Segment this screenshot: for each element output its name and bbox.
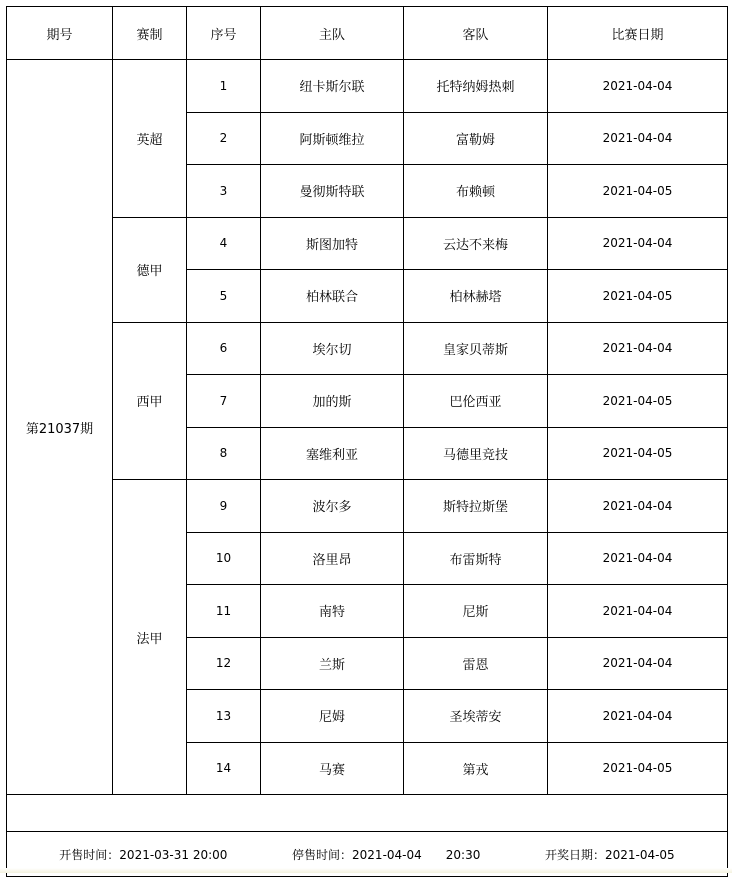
league-cell: 西甲 [113,322,187,480]
away-team: 第戎 [404,742,548,795]
match-schedule-table [6,6,728,877]
match-date: 2021-04-04 [548,60,728,113]
league-cell: 法甲 [113,480,187,795]
away-team: 布赖顿 [404,165,548,218]
table-row [7,480,728,533]
blank-cell [7,795,728,832]
match-date: 2021-04-05 [548,375,728,428]
match-date: 2021-04-05 [548,270,728,323]
header-league: 赛制 [113,7,187,60]
home-team: 斯图加特 [261,217,404,270]
home-team: 波尔多 [261,480,404,533]
home-team: 曼彻斯特联 [261,165,404,218]
home-team: 南特 [261,585,404,638]
home-team: 加的斯 [261,375,404,428]
match-date: 2021-04-05 [548,165,728,218]
away-team: 布雷斯特 [404,532,548,585]
match-date: 2021-04-04 [548,637,728,690]
header-period: 期号 [7,7,113,60]
table-row [7,322,728,375]
header-row [7,7,728,60]
table-row [7,60,728,113]
home-team: 柏林联合 [261,270,404,323]
match-date: 2021-04-04 [548,322,728,375]
home-team: 兰斯 [261,637,404,690]
away-team: 雷恩 [404,637,548,690]
header-index: 序号 [187,7,261,60]
away-team: 皇家贝蒂斯 [404,322,548,375]
away-team: 斯特拉斯堡 [404,480,548,533]
bottom-edge-shade [0,868,732,873]
home-team: 马赛 [261,742,404,795]
home-team: 洛里昂 [261,532,404,585]
match-date: 2021-04-04 [548,480,728,533]
home-team: 尼姆 [261,690,404,743]
schedule-sheet [6,6,727,868]
away-team: 圣埃蒂安 [404,690,548,743]
league-cell: 德甲 [113,217,187,322]
match-date: 2021-04-04 [548,585,728,638]
away-team: 富勒姆 [404,112,548,165]
away-team: 托特纳姆热刺 [404,60,548,113]
blank-row [7,795,728,832]
match-index: 2 [187,112,261,165]
table-row [7,217,728,270]
away-team: 云达不来梅 [404,217,548,270]
away-team: 巴伦西亚 [404,375,548,428]
match-date: 2021-04-04 [548,112,728,165]
away-team: 尼斯 [404,585,548,638]
match-index: 4 [187,217,261,270]
match-index: 7 [187,375,261,428]
home-team: 阿斯顿维拉 [261,112,404,165]
match-index: 14 [187,742,261,795]
home-team: 埃尔切 [261,322,404,375]
match-date: 2021-04-04 [548,690,728,743]
home-team: 纽卡斯尔联 [261,60,404,113]
away-team: 柏林赫塔 [404,270,548,323]
sale-stop-time: 停售时间：2021-04-04 20:30 [292,847,481,862]
league-cell: 英超 [113,60,187,218]
draw-date: 开奖日期：2021-04-05 [544,847,675,862]
away-team: 马德里竞技 [404,427,548,480]
match-date: 2021-04-05 [548,427,728,480]
match-index: 12 [187,637,261,690]
match-date: 2021-04-04 [548,532,728,585]
match-index: 11 [187,585,261,638]
sale-info [7,846,727,863]
sale-start-time: 开售时间：2021-03-31 20:00 [59,847,228,862]
match-index: 5 [187,270,261,323]
header-away-team: 客队 [404,7,548,60]
match-date: 2021-04-05 [548,742,728,795]
match-index: 6 [187,322,261,375]
header-home-team: 主队 [261,7,404,60]
home-team: 塞维利亚 [261,427,404,480]
match-index: 1 [187,60,261,113]
match-index: 8 [187,427,261,480]
match-index: 10 [187,532,261,585]
match-index: 13 [187,690,261,743]
match-index: 3 [187,165,261,218]
header-match-date: 比赛日期 [548,7,728,60]
match-index: 9 [187,480,261,533]
match-date: 2021-04-04 [548,217,728,270]
period-cell: 第21037期 [7,60,113,795]
